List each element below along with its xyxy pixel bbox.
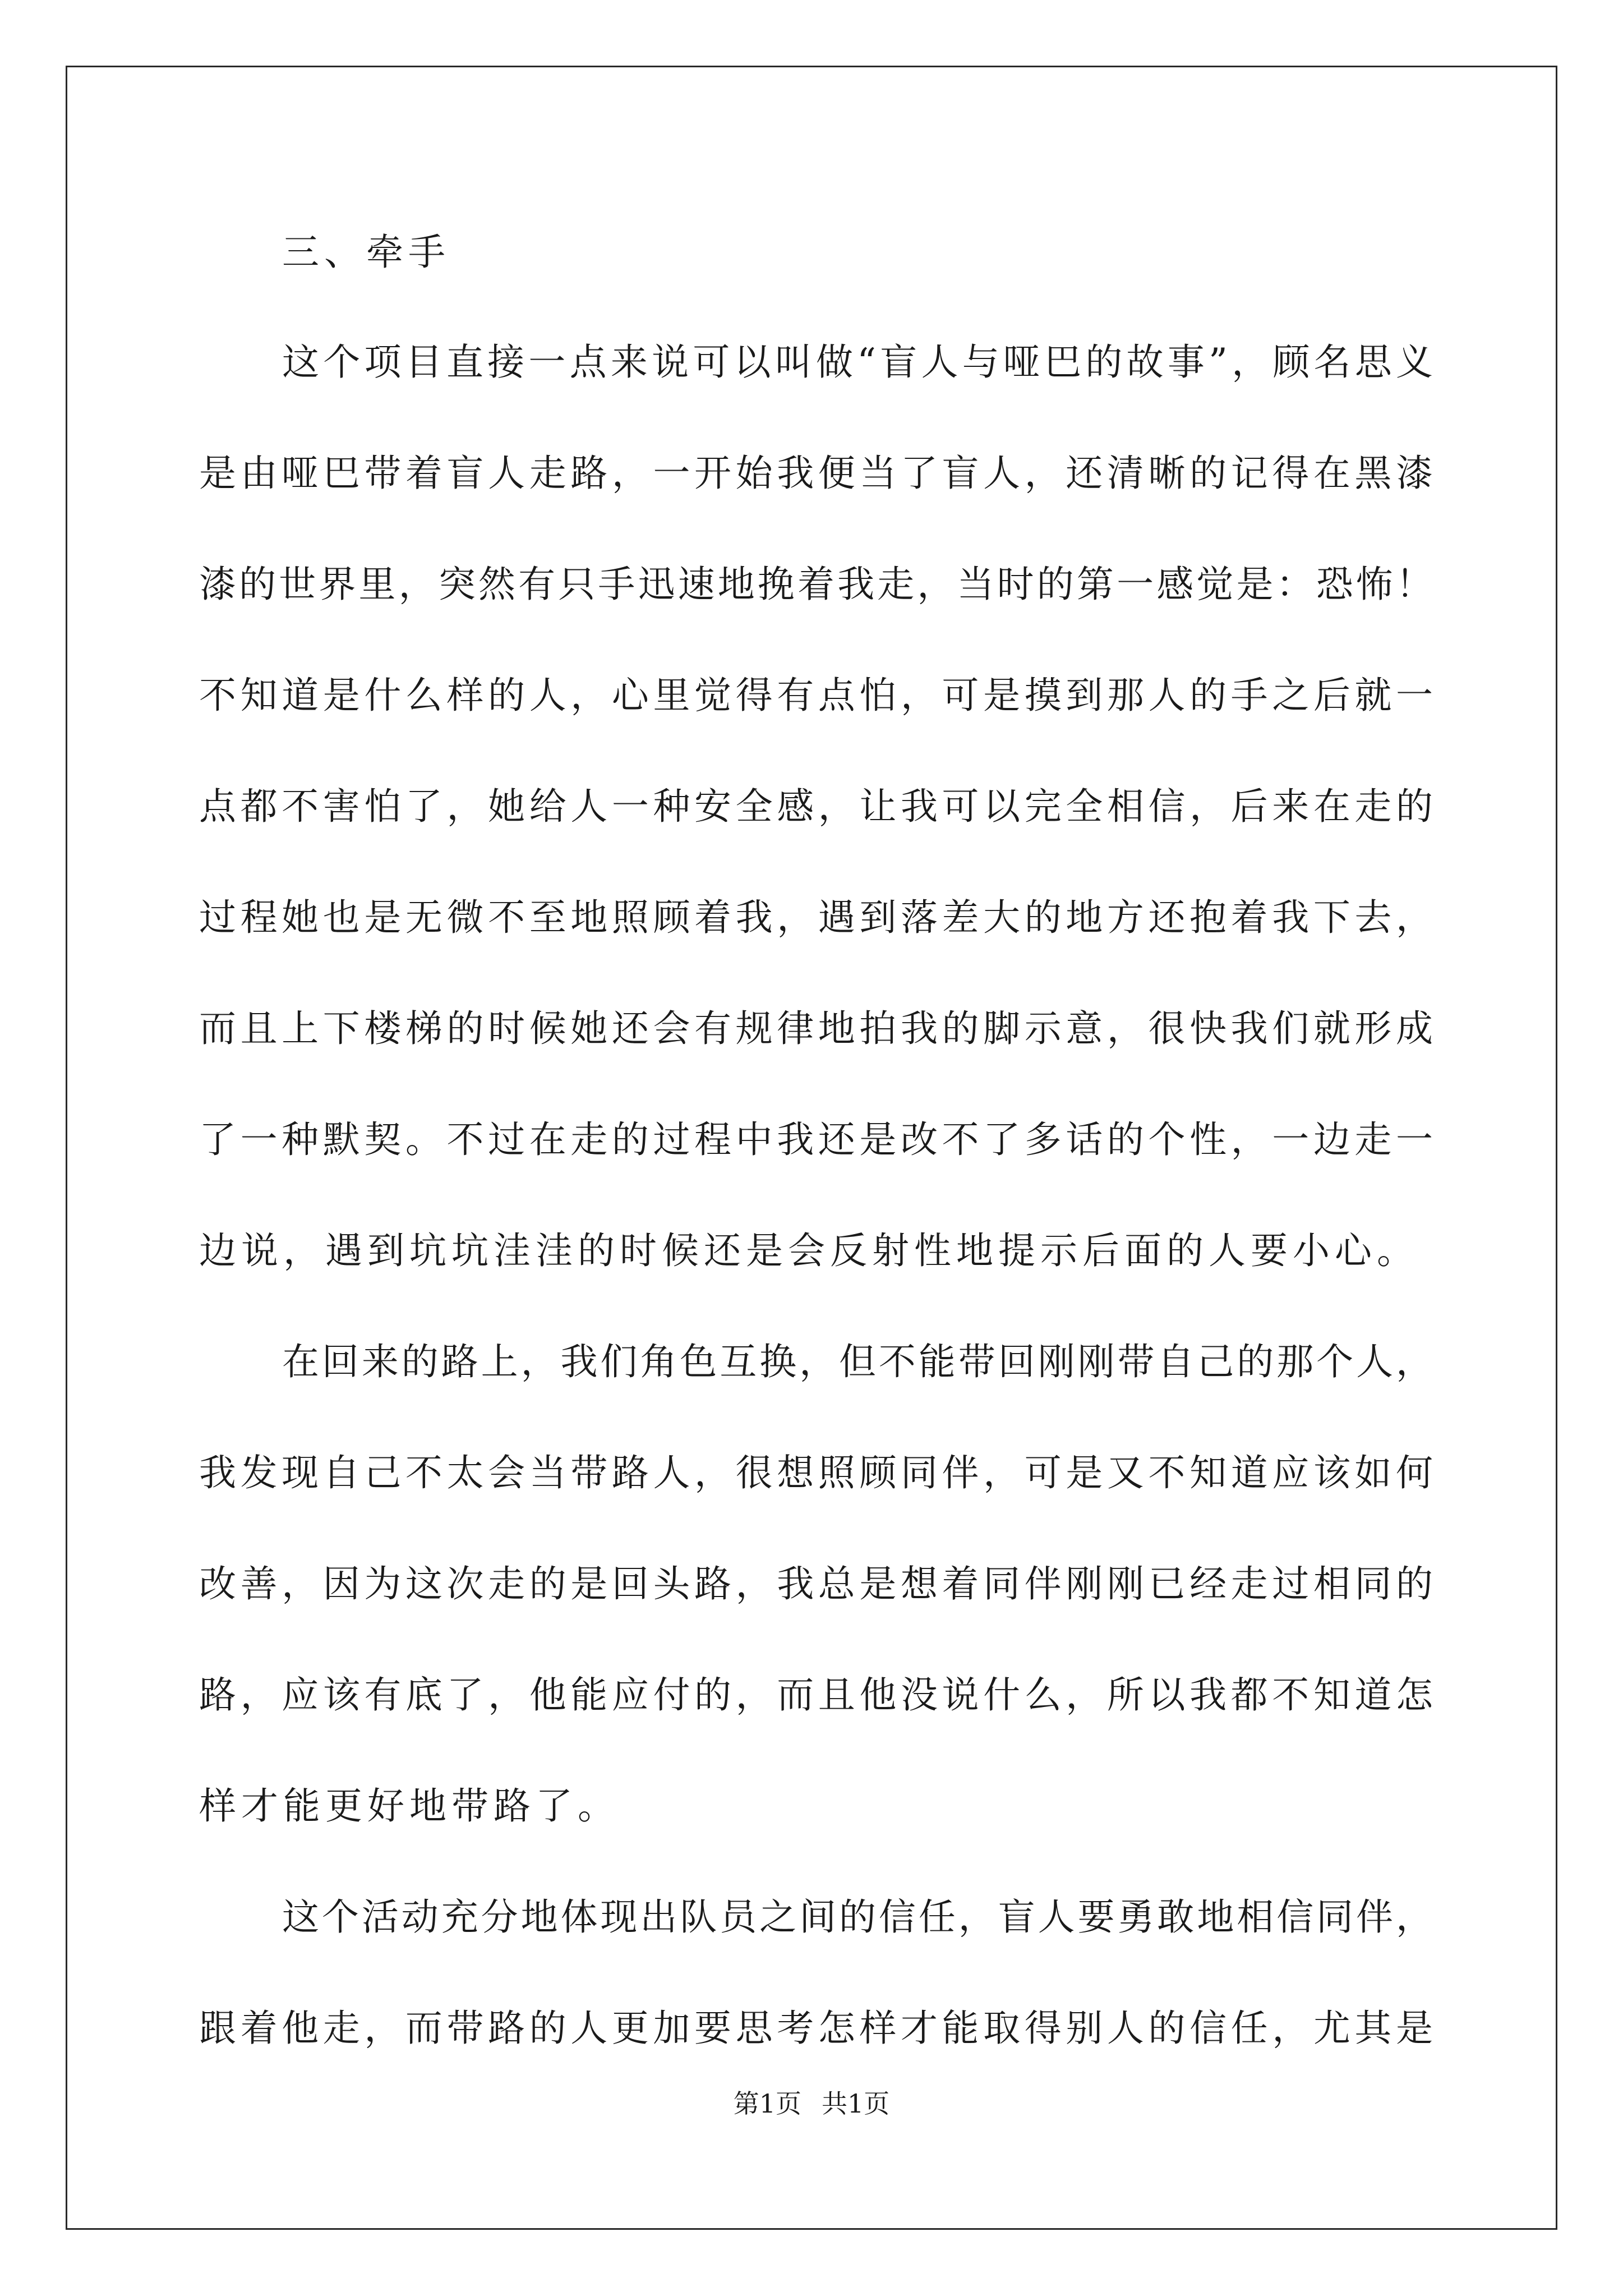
paragraph-1-line-6: 过程她也是无微不至地照顾着我，遇到落差大的地方还抱着我下去，	[199, 896, 1433, 939]
paragraph-1-line-1: 这个项目直接一点来说可以叫做“盲人与哑巴的故事”，顾名思义	[282, 341, 1433, 384]
page-number-total: 共1页	[822, 2088, 890, 2119]
paragraph-3-line-2: 跟着他走，而带路的人更加要思考怎样才能取得别人的信任，尤其是	[199, 2007, 1433, 2050]
paragraph-1-line-5: 点都不害怕了，她给人一种安全感，让我可以完全相信，后来在走的	[199, 785, 1433, 828]
paragraph-2-line-2: 我发现自己不太会当带路人，很想照顾同伴，可是又不知道应该如何	[199, 1451, 1433, 1494]
paragraph-1-line-4: 不知道是什么样的人，心里觉得有点怕，可是摸到那人的手之后就一	[199, 674, 1433, 717]
paragraph-1-line-7: 而且上下楼梯的时候她还会有规律地拍我的脚示意，很快我们就形成	[199, 1007, 1433, 1050]
paragraph-3-line-1: 这个活动充分地体现出队员之间的信任，盲人要勇敢地相信同伴，	[282, 1895, 1433, 1939]
paragraph-2-line-3: 改善，因为这次走的是回头路，我总是想着同伴刚刚已经走过相同的	[199, 1562, 1433, 1605]
section-heading: 三、牵手	[282, 231, 450, 274]
paragraph-1-line-9: 边说，遇到坑坑洼洼的时候还是会反射性地提示后面的人要小心。	[199, 1229, 1419, 1272]
paragraph-1-line-8: 了一种默契。不过在走的过程中我还是改不了多话的个性，一边走一	[199, 1118, 1433, 1161]
paragraph-2-line-1: 在回来的路上，我们角色互换，但不能带回刚刚带自己的那个人，	[282, 1340, 1433, 1383]
paragraph-1-line-3: 漆的世界里，突然有只手迅速地挽着我走，当时的第一感觉是：恐怖！	[199, 563, 1433, 606]
paragraph-1-line-2: 是由哑巴带着盲人走路，一开始我便当了盲人，还清晰的记得在黑漆	[199, 452, 1433, 495]
page-footer	[0, 2087, 1623, 2120]
paragraph-2-line-5: 样才能更好地带路了。	[199, 1784, 620, 1828]
page-number-current: 第1页	[733, 2088, 801, 2119]
paragraph-2-line-4: 路，应该有底了，他能应付的，而且他没说什么，所以我都不知道怎	[199, 1673, 1433, 1717]
